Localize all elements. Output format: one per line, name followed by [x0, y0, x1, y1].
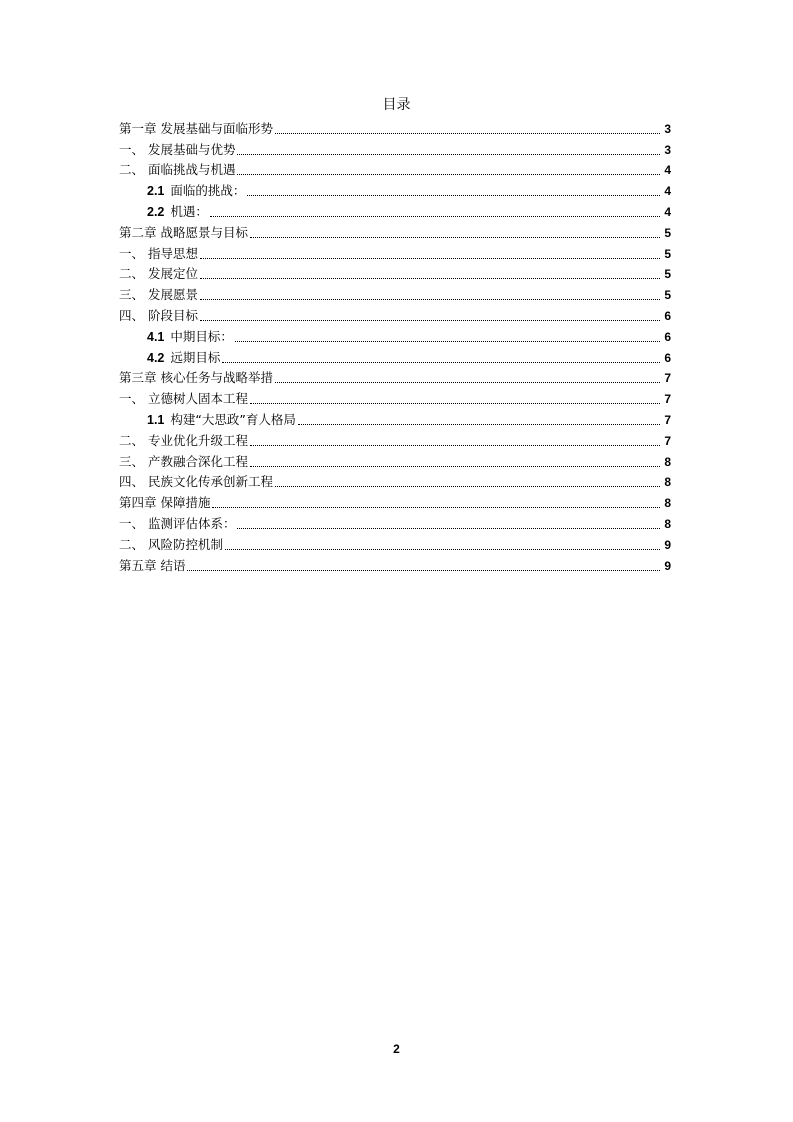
toc-entry[interactable]: [119, 262, 671, 283]
toc-dot-leader: [222, 361, 660, 363]
toc-entry-text: 第四章 保障措施: [119, 495, 211, 511]
toc-dot-leader: [237, 153, 660, 155]
toc-entry-page: 9: [664, 558, 671, 573]
toc-entry-page: 4: [664, 204, 671, 219]
toc-entry-page: 8: [664, 516, 671, 531]
toc-entry-page: 6: [664, 329, 671, 344]
toc-entry[interactable]: [119, 386, 671, 407]
toc-entry-page: 5: [664, 267, 671, 282]
toc-entry-page: 8: [664, 454, 671, 469]
toc-entry-text: 一、 监测评估体系：: [119, 515, 236, 531]
toc-entry-text: 面临的挑战：: [170, 183, 246, 199]
toc-entry-text: 一、 发展基础与优势: [119, 141, 236, 157]
toc-entry[interactable]: [119, 511, 671, 532]
toc-entry-text: 远期目标: [170, 349, 221, 365]
toc-entry-page: 7: [664, 392, 671, 407]
toc-entry[interactable]: [119, 345, 671, 366]
toc-entry-page: 8: [664, 496, 671, 511]
toc-entry[interactable]: [119, 241, 671, 262]
toc-entry[interactable]: [119, 428, 671, 449]
toc-entry-text: 四、 阶段目标: [119, 307, 198, 323]
toc-entry-page: 7: [664, 412, 671, 427]
toc-dot-leader: [275, 132, 660, 134]
toc-entry-number: 4.2: [147, 350, 165, 365]
toc-entry-page: 9: [664, 537, 671, 552]
toc-dot-leader: [275, 381, 660, 383]
toc-entry[interactable]: [119, 490, 671, 511]
toc-entry-text: 第一章 发展基础与面临形势: [119, 120, 273, 136]
toc-entry-text: 第五章 结语: [119, 557, 186, 573]
toc-entry[interactable]: [119, 199, 671, 220]
toc-entry[interactable]: [119, 220, 671, 241]
toc-entry-text: 四、 民族文化传承创新工程: [119, 474, 273, 490]
toc-entry-text: 一、 指导思想: [119, 245, 198, 261]
toc-entry[interactable]: [119, 324, 671, 345]
toc-dot-leader: [235, 340, 660, 342]
toc-dot-leader: [250, 236, 660, 238]
toc-entry[interactable]: [119, 303, 671, 324]
toc-entry[interactable]: [119, 553, 671, 574]
toc-entry[interactable]: [119, 158, 671, 179]
toc-entry-page: 6: [664, 350, 671, 365]
toc-entry[interactable]: [119, 116, 671, 137]
page-number: 2: [393, 1042, 400, 1056]
toc-entry[interactable]: [119, 449, 671, 470]
toc-entry-page: 4: [664, 184, 671, 199]
toc-entry-page: 6: [664, 308, 671, 323]
toc-dot-leader: [200, 319, 660, 321]
toc-dot-leader: [237, 173, 660, 175]
toc-entry[interactable]: [119, 532, 671, 553]
toc-entry[interactable]: [119, 137, 671, 158]
toc-title: 目录: [382, 97, 411, 113]
toc-entry-text: 机遇：: [170, 203, 208, 219]
toc-entry[interactable]: [119, 470, 671, 491]
toc-dot-leader: [212, 506, 660, 508]
toc-entry-page: 7: [664, 371, 671, 386]
toc-entry-text: 第三章 核心任务与战略举措: [119, 370, 273, 386]
toc-dot-leader: [250, 444, 660, 446]
toc-entry-page: 8: [664, 475, 671, 490]
toc-entry-number: 1.1: [147, 412, 165, 427]
toc-entry-page: 3: [664, 121, 671, 136]
toc-dot-leader: [200, 257, 660, 259]
toc-entry[interactable]: [119, 366, 671, 387]
toc-entry-text: 二、 风险防控机制: [119, 536, 223, 552]
toc-entry-text: 三、 发展愿景: [119, 287, 198, 303]
toc-dot-leader: [250, 465, 660, 467]
toc-dot-leader: [200, 298, 660, 300]
toc-dot-leader: [187, 569, 660, 571]
toc-dot-leader: [298, 423, 660, 425]
toc-entry[interactable]: [119, 178, 671, 199]
toc-dot-leader: [237, 527, 660, 529]
toc-dot-leader: [275, 485, 660, 487]
toc-entry-text: 二、 发展定位: [119, 266, 198, 282]
toc-dot-leader: [210, 215, 660, 217]
toc-entry-number: 4.1: [147, 329, 165, 344]
toc-entry-page: 5: [664, 225, 671, 240]
toc-entry-text: 三、 产教融合深化工程: [119, 453, 248, 469]
toc-dot-leader: [225, 548, 660, 550]
toc-entry-page: 7: [664, 433, 671, 448]
toc-entry[interactable]: [119, 407, 671, 428]
toc-dot-leader: [250, 402, 660, 404]
toc-entry-number: 2.1: [147, 184, 165, 199]
toc-list: [119, 116, 671, 574]
toc-entry-text: 二、 专业优化升级工程: [119, 432, 248, 448]
toc-entry-page: 4: [664, 163, 671, 178]
toc-dot-leader: [247, 194, 660, 196]
toc-entry-text: 一、 立德树人固本工程: [119, 391, 248, 407]
toc-entry[interactable]: [119, 282, 671, 303]
toc-dot-leader: [200, 277, 660, 279]
toc-entry-text: 构建“大思政”育人格局: [170, 411, 296, 427]
toc-entry-number: 2.2: [147, 204, 165, 219]
toc-entry-page: 5: [664, 246, 671, 261]
toc-entry-text: 中期目标：: [170, 328, 233, 344]
toc-entry-page: 3: [664, 142, 671, 157]
toc-entry-text: 第二章 战略愿景与目标: [119, 224, 248, 240]
toc-entry-text: 二、 面临挑战与机遇: [119, 162, 236, 178]
toc-entry-page: 5: [664, 288, 671, 303]
